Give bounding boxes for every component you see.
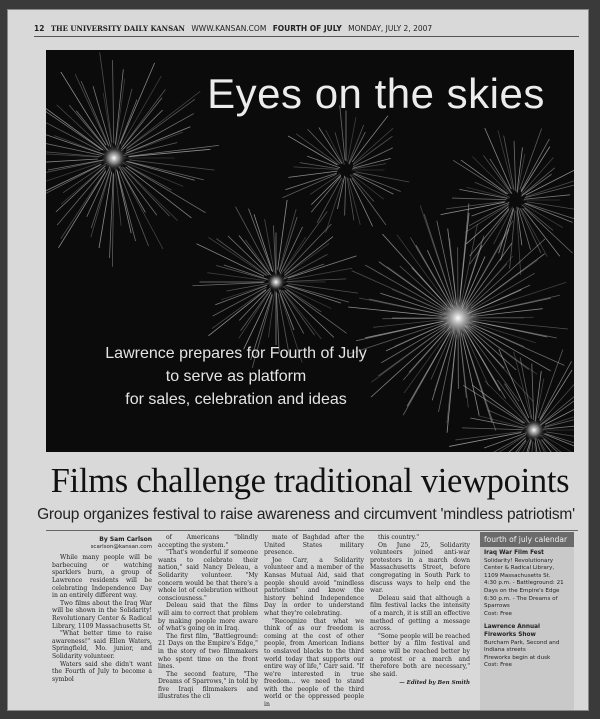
firework-spark <box>56 166 105 212</box>
paragraph: While many people will be barbecuing or watching sparklers burn, a group of Lawrence residents will be celebrating Independence Day in an entirely different way. <box>52 554 152 600</box>
firework-spark <box>453 160 506 194</box>
page-number: 12 <box>34 24 45 33</box>
firework-spark <box>192 283 263 286</box>
page-header <box>34 22 579 37</box>
firework-spark <box>288 171 337 177</box>
firework-spark <box>345 177 346 216</box>
firework-spark <box>353 158 391 168</box>
paragraph: Deleau said that the films will aim to correct that problem by making people more aware of what's going on in Iraq. <box>158 602 258 633</box>
firework-spark <box>499 208 514 253</box>
article-column-1 <box>52 534 152 710</box>
firework-spark <box>57 105 106 150</box>
article-dek: Group organizes festival to raise awareness and circumvent 'mindless patriotism' <box>37 506 575 523</box>
subhead-line: to serve as platform <box>165 368 307 385</box>
paragraph: The first film, "Battleground: 21 Days on the Empire's Edge," in the story of two filmmakers who spent time on the front lines. <box>158 632 258 671</box>
firework-spark <box>350 175 374 202</box>
firework-spark <box>452 198 506 200</box>
calendar-sidebar <box>480 532 574 710</box>
firework-spark <box>287 290 347 334</box>
paragraph: "What better time to raise awareness!" said Ellen Waters, Springfield, Mo. junior, and Solidarity volunteer. <box>52 630 152 660</box>
event-line: 4:30 p.m. - Battleground: 21 Days on the Empire's Edge <box>484 580 564 594</box>
firework-spark <box>113 60 114 143</box>
firework-spark <box>459 189 507 198</box>
firework-spark <box>504 136 514 191</box>
firework-spark <box>352 116 388 162</box>
firework-spark <box>284 211 328 271</box>
paragraph: "Recognize that what we think of as our freedom is coming at the cost of other people, from American Indians to enslaved blacks to the third world today that supports our entire way of life," Carr said. "If we're interested in true freedom... we need to stand with the people of the third world or the oppressed people in <box>264 617 364 709</box>
calendar-event <box>484 550 570 618</box>
firework-spark <box>287 279 347 282</box>
firework-spark <box>282 174 336 198</box>
byline: By Sam Carlson <box>99 536 152 543</box>
firework-spark <box>288 136 337 165</box>
calendar-title: fourth of july calendar <box>480 532 574 547</box>
firework-spark <box>57 168 105 225</box>
photo-headline: Eyes on the skies <box>207 70 545 117</box>
firework-spark <box>213 287 267 316</box>
newspaper-page <box>8 10 588 710</box>
firework-spark <box>527 202 574 212</box>
divider <box>46 530 578 531</box>
fireworks-photo <box>46 50 574 452</box>
firework-spark <box>76 111 108 151</box>
firework-spark <box>115 69 123 144</box>
paragraph: The second feature, "The Dreams of Sparrows," in told by five Iraqi filmmakers and illustrates the cli <box>158 670 258 701</box>
event-line: 6:30 p.m. - The Dreams of Sparrows <box>484 595 558 610</box>
firework-spark <box>462 428 523 430</box>
firework-spark <box>540 401 574 426</box>
issue-date: MONDAY, JULY 2, 2007 <box>348 24 433 33</box>
firework-spark <box>463 385 523 423</box>
event-line: Cost: Free <box>484 610 512 617</box>
event-line: Burcham Park, Second and Indiana streets <box>484 639 560 654</box>
article-column-3 <box>264 534 364 710</box>
firework-spark <box>520 208 541 253</box>
firework-spark <box>505 384 530 423</box>
editor-credit: — Edited by Ben Smith <box>399 680 470 687</box>
firework-spark <box>470 418 524 428</box>
paragraph: "Some people will be reached better by a film festival and some will be reached better by a protest or a march and therefore both are necessary," she said. <box>370 632 470 678</box>
subhead-line: for sales, celebration and ideas <box>125 391 347 408</box>
firework-spark <box>122 89 166 147</box>
event-line: Solidarity! Revolutionary Center & Radical Library, 1109 Massachusetts St. <box>484 557 555 579</box>
photo-subhead <box>61 342 411 411</box>
firework-spark <box>478 416 525 428</box>
firework-spark <box>121 110 162 151</box>
firework-spark <box>125 127 190 154</box>
paragraph: Two films about the Iraq War will be shown in the Solidarity! Revolutionary Center & Radical Library, 1109 Massachusetts St. <box>52 599 152 630</box>
paragraph: Waters said she didn't want the Fourth of July to become a symbol <box>52 660 152 683</box>
event-line: Cost: Free <box>484 662 512 669</box>
firework-spark <box>120 63 155 144</box>
paragraph: this country." <box>378 534 420 541</box>
firework-spark <box>46 159 98 164</box>
firework-spark <box>498 130 513 189</box>
article-column-2 <box>158 534 258 710</box>
firework-spark <box>353 128 393 164</box>
subhead-line: Lawrence prepares for Fourth of July <box>105 345 367 362</box>
paragraph: mate of Baghdad after the United States military presence. <box>264 534 364 557</box>
firework-spark <box>326 130 343 164</box>
firework-spark <box>466 207 508 244</box>
firework-spark <box>522 157 554 193</box>
website: WWW.KANSAN.COM <box>191 24 267 33</box>
firework-spark <box>514 352 531 419</box>
firework-spark <box>526 203 574 220</box>
author-email: scarlson@kansan.com <box>90 543 152 550</box>
event-title: Lawrence Annual Fireworks Show <box>484 624 541 638</box>
firework-spark <box>99 172 112 249</box>
firework-spark <box>470 210 509 265</box>
firework-spark <box>103 93 112 148</box>
firework-spark <box>280 290 304 334</box>
firework-spark <box>294 167 339 170</box>
firework-spark <box>61 165 106 204</box>
article-column-4 <box>370 534 470 710</box>
firework-spark <box>122 167 169 216</box>
firework-spark <box>524 208 572 253</box>
firework-spark <box>235 207 269 271</box>
firework-spark <box>474 282 566 312</box>
firework-spark <box>128 149 210 156</box>
paragraph: "That's wonderful if someone wants to celebrate their nation," said Nancy Deleau, a Solidarity volunteer. "My concern would be that there's a whole lot of celebration without consciousness." <box>158 549 258 602</box>
paragraph: Joe Carr, a Solidarity volunteer and a member of the Kansas Mutual Aid, said that people should avoid "mindless patriotism" and know the history behind Independence Day in order to understand what they're celebrating. <box>264 556 364 617</box>
paragraph: On June 25, Solidarity volunteers joined anti-war protestors in a march down Massachusetts Street, before congregating in South Park to discuss ways to help end the war. <box>370 541 470 595</box>
firework-spark <box>348 178 360 225</box>
firework-spark <box>523 208 560 256</box>
firework-spark <box>472 157 509 194</box>
firework-spark <box>514 141 516 191</box>
event-line: Fireworks begin at dusk <box>484 654 551 661</box>
firework-spark <box>284 254 328 278</box>
firework-spark <box>466 187 508 198</box>
firework-spark <box>510 210 515 268</box>
firework-spark <box>273 225 275 273</box>
event-title: Iraq War Film Fest <box>484 550 544 556</box>
paper-name: THE UNIVERSITY DAILY KANSAN <box>50 24 185 33</box>
firework-spark <box>124 167 178 220</box>
firework-spark <box>472 326 551 371</box>
firework-spark <box>120 167 156 216</box>
firework-spark <box>365 265 444 310</box>
calendar-event <box>484 624 570 670</box>
section-name: FOURTH OF JULY <box>272 24 342 33</box>
paragraph: Deleau said that although a film festival lacks the intensity of a march, it is still an effective method of getting a message across. <box>370 594 470 633</box>
paragraph: of Americans "blindly accepting the system." <box>158 534 258 549</box>
firework-spark <box>126 99 195 149</box>
article-headline: Films challenge traditional viewpoints <box>50 462 570 500</box>
